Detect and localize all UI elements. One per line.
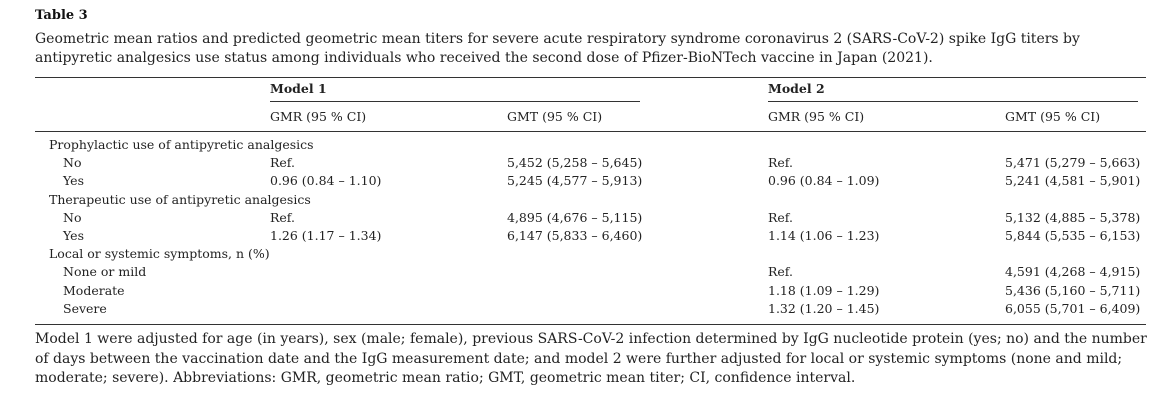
table-cell: 5,132 (4,885 – 5,378) (1005, 209, 1141, 225)
table-cell: Ref. (768, 209, 793, 225)
table-cell: Ref. (768, 155, 793, 171)
table-cell: 5,452 (5,258 – 5,645) (507, 155, 643, 171)
table-cell: 6,147 (5,833 – 6,460) (507, 228, 643, 243)
header-rule (35, 131, 1146, 132)
row-label: Yes (63, 228, 84, 243)
table-cell: 4,895 (4,676 – 5,115) (507, 209, 643, 225)
row-label: No (63, 209, 82, 225)
table-title: Table 3 (35, 8, 88, 23)
table-cell: Ref. (768, 264, 793, 280)
table-caption: Geometric mean ratios and predicted geometric mean titers for severe acute respiratory syndrome coronavirus 2 (SARS-CoV-2) spike IgG titers by antipyretic analgesics use status among individuals who received the second dose of Pfizer-BioNTech vaccine in Japan (2021). (35, 31, 1080, 66)
table-cell: 1.32 (1.20 – 1.45) (768, 300, 880, 316)
table-cell: 5,436 (5,160 – 5,711) (1005, 282, 1141, 298)
table-cell: 0.96 (0.84 – 1.10) (270, 173, 382, 189)
table-footnote: Model 1 were adjusted for age (in years), sex (male; female), previous SARS-CoV-2 infection determined by IgG nucleotide protein (yes; no) and the number of days between the vaccination date and the IgG measurement date; and model 2 were further adjusted for local or systemic symptoms (none and mild; moderate; severe). Abbreviations: GMR, geometric mean ratio; GMT, geometric mean titer; CI, confidence interval. (35, 331, 1147, 386)
model-2-underline (768, 101, 1138, 102)
col-header-gmt-model2: GMT (95 % CI) (1005, 109, 1101, 124)
row-label: Yes (63, 173, 84, 189)
row-label: Moderate (63, 282, 125, 298)
row-label: None or mild (63, 264, 147, 280)
table-cell: 5,844 (5,535 – 6,153) (1005, 228, 1141, 243)
table-cell: 0.96 (0.84 – 1.09) (768, 173, 880, 189)
section-heading: Local or systemic symptoms, n (%) (49, 246, 270, 262)
col-header-gmt-model1: GMT (95 % CI) (507, 109, 603, 124)
model-1-heading: Model 1 (270, 81, 327, 96)
table-cell: 5,471 (5,279 – 5,663) (1005, 155, 1141, 171)
top-rule (35, 77, 1146, 78)
bottom-rule (35, 324, 1146, 325)
table-cell: 1.14 (1.06 – 1.23) (768, 228, 880, 243)
section-heading: Prophylactic use of antipyretic analgesics (49, 137, 314, 152)
table-cell: 5,241 (4,581 – 5,901) (1005, 173, 1141, 189)
table-cell: 5,245 (4,577 – 5,913) (507, 173, 643, 189)
table-cell: 1.26 (1.17 – 1.34) (270, 228, 382, 243)
table-cell: 4,591 (4,268 – 4,915) (1005, 264, 1141, 280)
table-cell: Ref. (270, 155, 295, 171)
table-cell: 1.18 (1.09 – 1.29) (768, 282, 880, 298)
row-label: No (63, 155, 82, 171)
row-label: Severe (63, 300, 107, 316)
col-header-gmr-model2: GMR (95 % CI) (768, 109, 865, 124)
model-1-underline (270, 101, 640, 102)
col-header-gmr-model1: GMR (95 % CI) (270, 109, 367, 124)
section-heading: Therapeutic use of antipyretic analgesics (49, 191, 311, 207)
model-2-heading: Model 2 (768, 81, 825, 96)
table-cell: 6,055 (5,701 – 6,409) (1005, 300, 1141, 316)
table-cell: Ref. (270, 209, 295, 225)
